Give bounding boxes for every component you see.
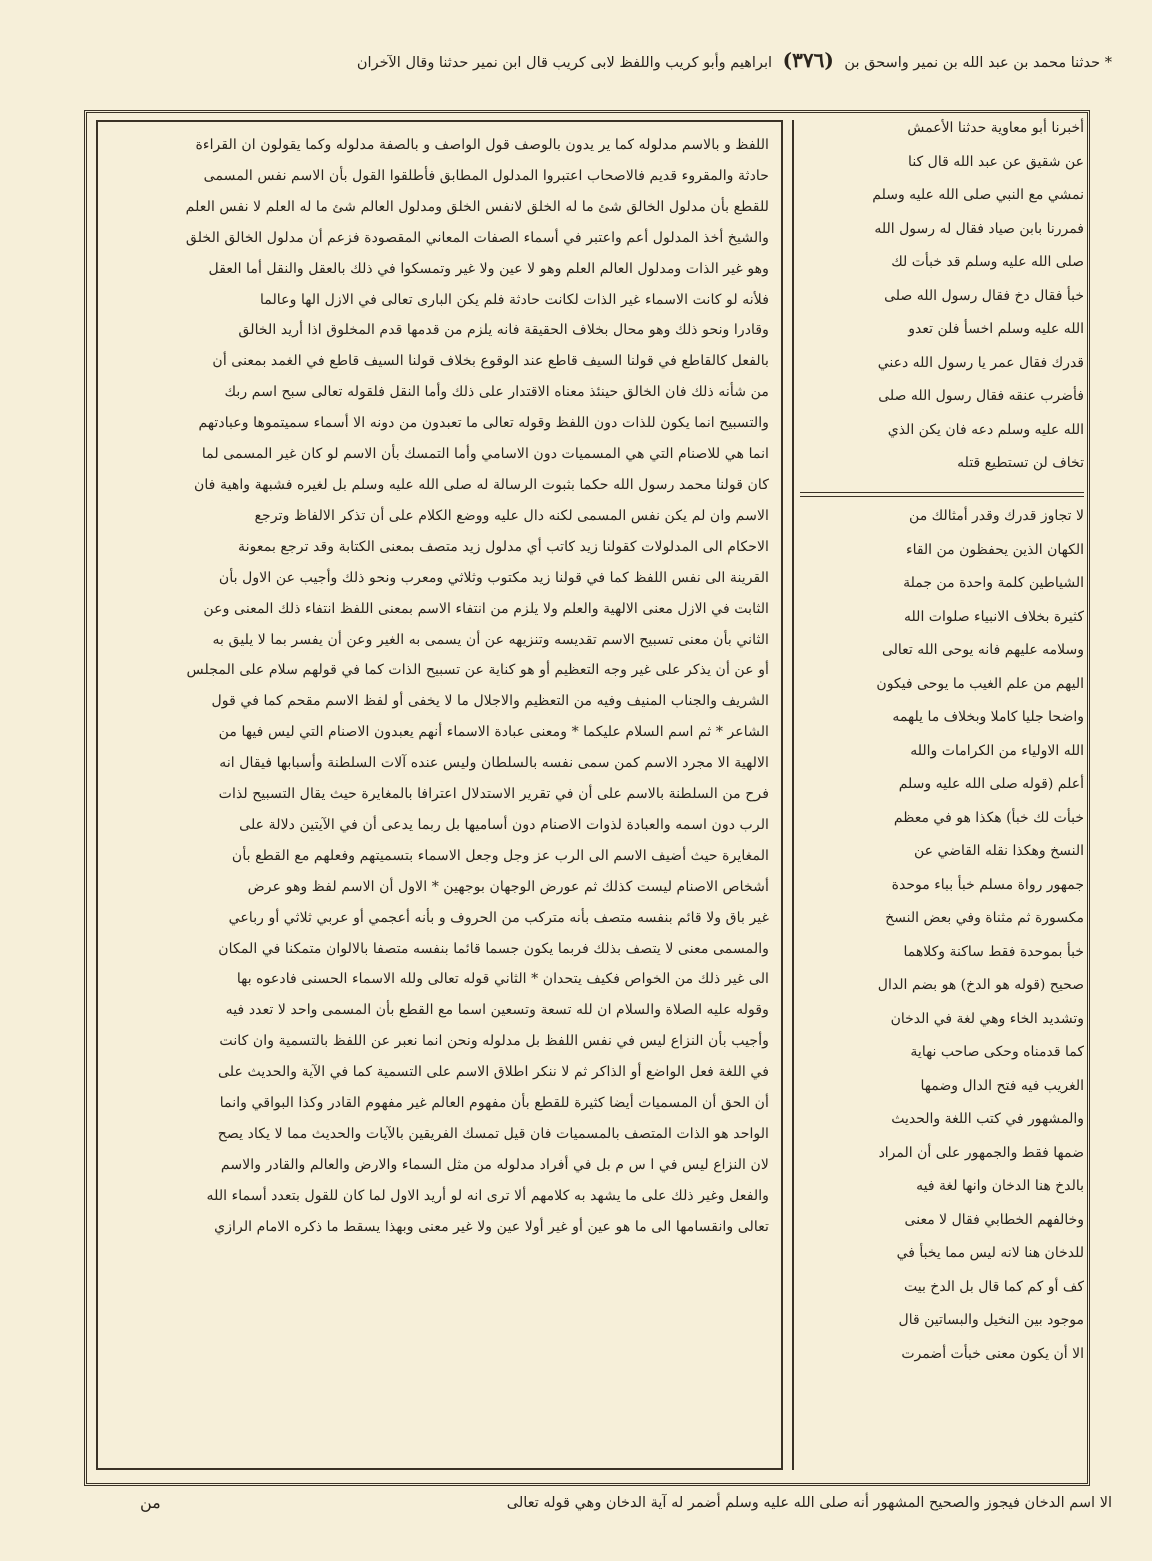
commentary-line: تعالى وانقسامها الى ما هو عين أو غير أولا عين ولا غير معنى وبهذا يسقط ما ذكره الامام الرازي [214, 1218, 769, 1235]
commentary-line: بالفعل كالقاطع في قولنا السيف قاطع عند الوقوع بخلاف قولنا السيف قاطع في الغمد بمعنى أن [212, 353, 769, 370]
commentary-line: فرح من السلطنة بالاسم على أن في تقرير الاستدلال اعترافا بالمغايرة حيث يقال التسبيح لذات [218, 786, 769, 803]
commentary-line: وأجيب بأن النزاع ليس في نفس اللفظ بل مدلوله ونحن انما نعبر عن اللفظ بالتسمية وان كانت [219, 1033, 769, 1050]
hadith-line: صلى الله عليه وسلم قد خبأت لك [891, 254, 1084, 270]
hadith-line: نمشي مع النبي صلى الله عليه وسلم [872, 187, 1084, 203]
commentary-line: الاسم وان لم يكن نفس المسمى لكنه دال عليه ووضع الكلام على أن تذكر الالفاظ وترجع [254, 507, 769, 524]
commentary-line: وهو غير الذات ومدلول العالم العلم وهو لا عين ولا غير وتمسكوا في ذلك بالعقل والنقل أما العقل [208, 260, 769, 277]
sharh-line: الله الاولياء من الكرامات والله [910, 742, 1084, 759]
commentary-line: غير باق ولا قائم بنفسه متصف بأنه متركب من الحروف و بأنه أعجمي أو عربي ثلاثي أو رباعي [228, 909, 769, 926]
commentary-line: أشخاص الاصنام ليست كذلك ثم عورض الوجهان بوجهين * الاول أن الاسم لفظ وهو عرض [247, 878, 769, 895]
sharh-line: الا أن يكون معنى خبأت أضمرت [901, 1345, 1084, 1362]
sharh-line: واضحا جليا كاملا وبخلاف ما يلهمه [892, 709, 1084, 725]
hadith-text-column [800, 112, 1084, 490]
commentary-line: وقادرا ونحو ذلك وهو محال بخلاف الحقيقة فانه يلزم من قدمها قدم المخلوق اذا أريد الخالق [238, 322, 769, 339]
header-text-right: * حدثنا محمد بن عبد الله بن نمير واسحق بن [844, 55, 1112, 71]
commentary-line: الاحكام الى المدلولات كقولنا زيد كاتب أي مدلول زيد متصف بمعنى الكتابة وقد ترجع بمعونة [238, 538, 769, 555]
page-header [40, 46, 1112, 106]
catchword: من [140, 1493, 161, 1512]
hadith-line: الله عليه وسلم اخسأ فلن تعدو [908, 321, 1084, 337]
commentary-line: الواحد هو الذات المتصف بالمسميات فان قيل تمسك الفريقين بالآيات والحديث مما لا يكاد يصح [217, 1126, 769, 1142]
commentary-line: والمسمى معنى لا يتصف بذلك فربما يكون جسما قائما بنفسه متصفا بالالوان متمكنا في المكان [218, 940, 769, 957]
section-rule [800, 492, 1084, 497]
commentary-line: المغايرة حيث أضيف الاسم الى الرب عز وجل وجعل الاسماء بتسميتهم وفعلهم مع القطع بأن [231, 847, 769, 864]
sharh-line: مكسورة ثم مثناة وفي بعض النسخ [885, 910, 1084, 926]
sharh-line: موجود بين النخيل والبساتين قال [898, 1312, 1084, 1328]
sharh-line: النسخ وهكذا نقله القاضي عن [913, 843, 1084, 859]
commentary-line: الثاني بأن معنى تسبيح الاسم تقديسه وتنزيهه عن أن يسمى به الغير وعن أن يفسر بما لا يليق به [212, 631, 769, 648]
hadith-line: تخاف لن تستطيع قتله [957, 455, 1084, 471]
hadith-line: فمررنا بابن صياد فقال له رسول الله [874, 220, 1084, 237]
sharh-line: بالدخ هنا الدخان وانها لغة فيه [916, 1178, 1084, 1194]
sharh-line: ضمها فقط والجمهور على أن المراد [878, 1144, 1084, 1161]
footer-text: الا اسم الدخان فيجوز والصحيح المشهور أنه صلى الله عليه وسلم أضمر له آية الدخان وهي قوله تعالى [506, 1495, 1112, 1511]
commentary-line: الرب دون اسمه والعبادة لذوات الاصنام دون أساميها بل ربما يدعى أن في الآيتين دلالة على [239, 816, 769, 833]
commentary-line: أو عن أن يذكر على غير وجه التعظيم أو هو كناية عن تسبيح الذات كما في قولهم سلام على المجلس [186, 662, 769, 679]
sharh-line: الكهان الذين يحفظون من القاء [905, 541, 1084, 558]
commentary-line: اللفظ و بالاسم مدلوله كما ير يدون بالوصف قول الواصف و بالصفة مدلوله وكما يقولون ان القراءة [195, 137, 769, 153]
sharh-line: خبأت لك خبأ) هكذا هو في معظم [893, 809, 1084, 826]
commentary-line: الثابت في الازل معنى الالهية والعلم ولا يلزم من انتفاء الاسم بمعنى اللفظ انتفاء ذلك المعنى وعن [203, 600, 769, 617]
hadith-line: قدرك فقال عمر يا رسول الله دعني [877, 354, 1084, 371]
page-footer [120, 1486, 1112, 1526]
hadith-line: الله عليه وسلم دعه فان يكن الذي [887, 421, 1084, 438]
hadith-line: عن شقيق عن عبد الله قال كنا [908, 153, 1084, 170]
sharh-line: أعلم (قوله صلى الله عليه وسلم [898, 776, 1084, 792]
commentary-box [96, 120, 783, 1470]
commentary-line: وقوله عليه الصلاة والسلام ان لله تسعة وتسعين اسما مع القطع بأن المسمى واحد لا تعدد فيه [225, 1002, 769, 1019]
commentary-line: من شأنه ذلك فان الخالق حينئذ معناه الاقتدار على ذلك وأما النقل فلقوله تعالى سبح اسم ربك [224, 384, 769, 401]
commentary-line: الالهية الا مجرد الاسم كمن سمى نفسه بالسلطان وليس عنده آلات السلطنة وأسبابها فيقال انه [219, 755, 769, 772]
commentary-line: كان قولنا محمد رسول الله حكما بثبوت الرسالة له صلى الله عليه وسلم بل لغيره فشبهة واهية فان [193, 476, 769, 493]
commentary-line: للقطع بأن مدلول الخالق شئ ما له الخلق لانفس الخلق ومدلول العالم شئ ما له العلم لا نفس العلم [185, 198, 769, 215]
sharh-line: صحيح (قوله هو الدخ) هو بضم الدال [877, 977, 1084, 993]
sharh-line: جمهور رواة مسلم خبأ بباء موحدة [891, 876, 1084, 893]
sharh-line: وخالفهم الخطابي فقال لا معنى [904, 1211, 1084, 1228]
sharh-line: للدخان هنا لانه ليس مما يخبأ في [896, 1245, 1084, 1261]
commentary-line: فلأنه لو كانت الاسماء غير الذات لكانت حادثة فلم يكن البارى تعالى في الازل الها وعالما [259, 291, 769, 308]
commentary-line: الشاعر * ثم اسم السلام عليكما * ومعنى عبادة الاسماء أنهم يعبدون الاصنام التي ليس فيها من [218, 724, 769, 741]
commentary-line: في اللغة فعل الواضع أو الذاكر ثم لا ننكر اطلاق الاسم على التسمية كما في الآية والحديث على [217, 1064, 769, 1081]
sharh-line: وسلامه عليهم فانه يوحى الله تعالى [881, 642, 1084, 658]
sharh-line: كما قدمناه وحكى صاحب نهاية [910, 1044, 1084, 1060]
sharh-line: الغريب فيه فتح الدال وضمها [920, 1077, 1084, 1094]
sharh-line: خبأ بموحدة فقط ساكنة وكلاهما [903, 943, 1084, 960]
sharh-text-column [800, 500, 1084, 1480]
commentary-line: انما هي للاصنام التي هي المسميات دون الاسامي وأما التمسك بأن الاسم لو كان غير المسمى لما [201, 446, 769, 463]
commentary-line: القرينة الى نفس اللفظ كما في قولنا زيد مكتوب وثلاثي ومعرب ونحو ذلك وأجيب عن الاول بأن [218, 569, 769, 586]
column-divider [792, 120, 794, 1470]
commentary-line: لان النزاع ليس في ا س م بل في أفراد مدلوله من مثل السماء والارض والعالم والقادر والاسم [220, 1156, 769, 1173]
page-number: (٣٧٦) [782, 48, 834, 72]
sharh-line: والمشهور في كتب اللغة والحديث [891, 1111, 1084, 1127]
hadith-line: أخبرنا أبو معاوية حدثنا الأعمش [907, 120, 1084, 136]
sharh-line: كثيرة بخلاف الانبياء صلوات الله [904, 608, 1084, 625]
header-text-left: ابراهيم وأبو كريب واللفظ لابى كريب قال ابن نمير حدثنا وقال الآخران [356, 55, 773, 71]
commentary-line: أن الحق أن المسميات أيضا كثيرة للقطع بأن مفهوم العالم غير مفهوم القادر وكذا البواقي وانما [219, 1095, 769, 1112]
commentary-line: الشريف والجناب المنيف وفيه من التعظيم والاجلال ما لا يخفى أو لفظ الاسم مقحم كما في قول [211, 693, 769, 710]
sharh-line: الشياطين كلمة واحدة من جملة [903, 575, 1084, 591]
commentary-line: حادثة والمقروء قديم فالاصحاب اعتبروا المدلول المطابق فأطلقوا القول بأن الاسم نفس المسمى [203, 167, 769, 184]
sharh-line: لا تجاوز قدرك وقدر أمثالك من [909, 508, 1084, 524]
commentary-line: الى غير ذلك من الخواص فكيف يتحدان * الثاني قوله تعالى ولله الاسماء الحسنى فادعوه بها [236, 971, 769, 988]
sharh-line: اليهم من علم الغيب ما يوحى فيكون [876, 675, 1084, 692]
hadith-line: خبأ فقال دخ فقال رسول الله صلى [884, 287, 1084, 304]
commentary-line: والتسبيح انما يكون للذات دون اللفظ وقوله تعالى ما تعبدون من دونه الا أسماء سميتموها وعبادتهم [198, 415, 769, 432]
sharh-line: كف أو كم كما قال بل الدخ بيت [903, 1278, 1084, 1295]
commentary-line: والفعل وغير ذلك على ما يشهد به كلامهم ألا ترى انه لو أريد الاول لما كان للقول بتعدد أسماء الله [206, 1187, 769, 1204]
sharh-line: وتشديد الخاء وهي لغة في الدخان [890, 1010, 1084, 1027]
hadith-line: فأضرب عنقه فقال رسول الله صلى [878, 388, 1084, 404]
commentary-line: والشيخ أخذ المدلول أعم واعتبر في أسماء الصفات المعاني المقصودة فزعم أن مدلول الخالق الخلق [185, 229, 769, 246]
